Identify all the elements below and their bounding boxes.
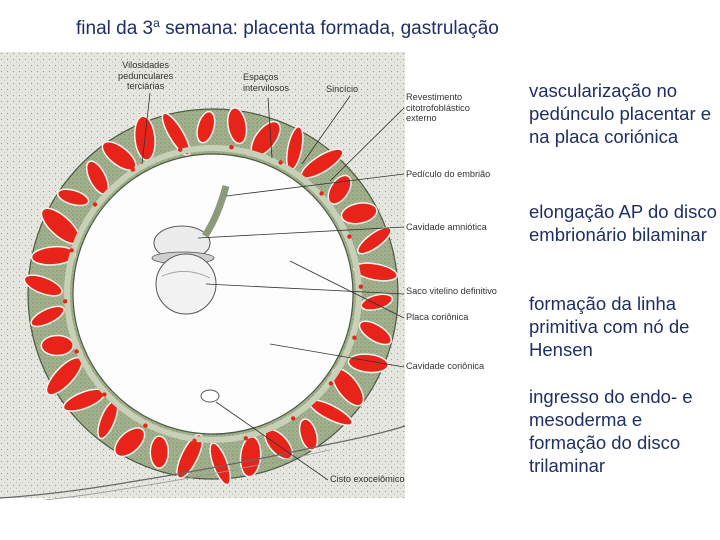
plate-vessel [319, 191, 323, 195]
plate-vessel [291, 416, 295, 420]
bullet-4: ingresso do endo- e mesoderma e formação do disco trilaminar [529, 386, 693, 476]
plate-vessel [347, 234, 351, 238]
plate-vessel [278, 160, 282, 164]
label-vilosidades: Vilosidades pedunculares terciárias [118, 60, 174, 91]
plate-vessel [131, 167, 135, 171]
plate-vessel [93, 202, 97, 206]
label-placa-corionica: Placa coriônica [406, 312, 469, 322]
placenta-diagram [0, 46, 526, 500]
villus-lacuna [41, 335, 73, 355]
label-cisto-exocelomico: Cisto exocelômico [330, 474, 405, 484]
plate-vessel [74, 349, 78, 353]
plate-vessel [143, 423, 147, 427]
slide-title: final da 3$^a$ semana: placenta formada, gastrulação [76, 16, 499, 39]
plate-vessel [192, 439, 196, 443]
plate-vessel [244, 436, 248, 440]
plate-vessel [229, 145, 233, 149]
label-revestimento: Revestimento citotrofoblástico externo [406, 92, 470, 123]
bullet-3: formação da linha primitiva com nó de Hensen [529, 293, 690, 360]
label-sincicio: Sincício [326, 84, 359, 94]
bullet-1: vascularização no pedúnculo placentar e na placa coriónica [529, 80, 712, 147]
label-saco-vitelino: Saco vitelino definitivo [406, 286, 497, 296]
plate-vessel [102, 392, 106, 396]
plate-vessel [329, 381, 333, 385]
label-cavidade-amniotica: Cavidade amniótica [406, 222, 487, 232]
plate-vessel [63, 299, 67, 303]
label-espacos-intervilosos: Espaços intervilosos [243, 72, 289, 93]
plate-vessel [352, 336, 356, 340]
plate-vessel [69, 248, 73, 252]
label-cavidade-corionica: Cavidade coriônica [406, 361, 485, 371]
bullet-2: elongação AP do disco embrionário bilaminar [529, 201, 717, 245]
plate-vessel [359, 285, 363, 289]
exocoelomic-cyst [201, 390, 219, 402]
label-pediculo: Pedículo do embrião [406, 169, 491, 179]
villus-lacuna [150, 436, 168, 468]
plate-vessel [178, 148, 182, 152]
